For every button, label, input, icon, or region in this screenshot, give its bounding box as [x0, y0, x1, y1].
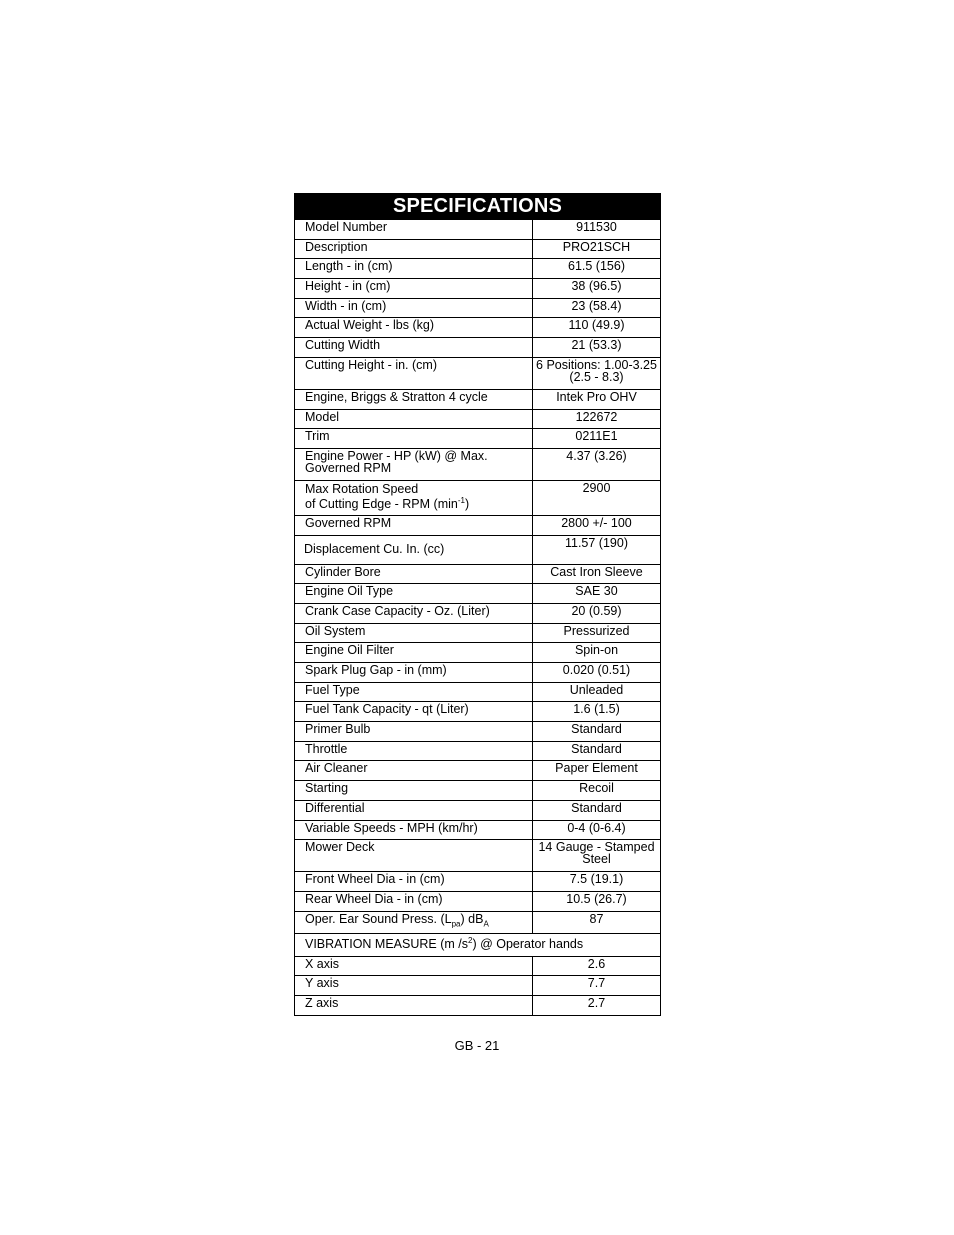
row-value: SAE 30	[533, 584, 661, 604]
label-pre: Oper. Ear Sound Press. (L	[305, 911, 452, 926]
row-value: 38 (96.5)	[533, 279, 661, 299]
table-row	[295, 409, 660, 429]
row-label: Differential	[295, 800, 533, 820]
label-line-1: Max Rotation Speed	[305, 481, 419, 496]
table-row	[295, 643, 660, 663]
label-line-1: Engine Power - HP (kW) @ Max.	[305, 448, 488, 463]
label-line-2-pre: of Cutting Edge - RPM (min	[305, 496, 458, 511]
table-row	[295, 761, 660, 781]
label-superscript: -1	[457, 495, 465, 505]
row-value: 87	[533, 911, 661, 933]
table-row	[295, 702, 660, 722]
table-row	[295, 564, 660, 584]
row-value: 23 (58.4)	[533, 298, 661, 318]
row-value: 4.37 (3.26)	[533, 448, 661, 480]
label-line-2: Governed RPM	[305, 460, 392, 475]
row-value: 0.020 (0.51)	[533, 663, 661, 683]
row-label: Throttle	[295, 741, 533, 761]
row-label: Z axis	[295, 995, 533, 1014]
row-value: 7.7	[533, 976, 661, 996]
row-label: Length - in (cm)	[295, 259, 533, 279]
row-label: Starting	[295, 781, 533, 801]
row-label: Model Number	[295, 220, 533, 240]
row-label: Primer Bulb	[295, 722, 533, 742]
row-label: Cutting Width	[295, 338, 533, 358]
table-row	[295, 318, 660, 338]
row-label: Air Cleaner	[295, 761, 533, 781]
table-row	[295, 448, 660, 480]
table-row	[295, 911, 660, 933]
table-row	[295, 623, 660, 643]
table-row	[295, 603, 660, 623]
row-label: Front Wheel Dia - in (cm)	[295, 872, 533, 892]
value-line-2: (2.5 - 8.3)	[569, 369, 624, 384]
row-value: Standard	[533, 800, 661, 820]
row-label: Cutting Height - in. (cm)	[295, 357, 533, 389]
row-value: Paper Element	[533, 761, 661, 781]
row-value: 2.6	[533, 956, 661, 976]
row-label: Cylinder Bore	[295, 564, 533, 584]
row-value: Unleaded	[533, 682, 661, 702]
table-row	[295, 239, 660, 259]
row-value: Standard	[533, 722, 661, 742]
row-label: Oil System	[295, 623, 533, 643]
value-line-1: 14 Gauge - Stamped	[538, 840, 655, 855]
vibration-heading-row	[295, 933, 660, 956]
row-value: 911530	[533, 220, 661, 240]
row-value: Recoil	[533, 781, 661, 801]
table-row	[295, 220, 660, 240]
row-value: 20 (0.59)	[533, 603, 661, 623]
row-value: 0211E1	[533, 429, 661, 449]
table-row	[295, 800, 660, 820]
table-row	[295, 891, 660, 911]
row-value	[533, 840, 661, 872]
row-value: 122672	[533, 409, 661, 429]
table-row	[295, 781, 660, 801]
row-label: Trim	[295, 429, 533, 449]
row-value: 7.5 (19.1)	[533, 872, 661, 892]
table-row	[295, 820, 660, 840]
vibration-heading	[295, 933, 660, 956]
row-label: Y axis	[295, 976, 533, 996]
table-row	[295, 298, 660, 318]
row-label	[295, 480, 533, 515]
vibration-heading-post: ) @ Operator hands	[472, 936, 584, 951]
table-row	[295, 429, 660, 449]
table-row	[295, 840, 660, 872]
table-row	[295, 976, 660, 996]
row-value: Intek Pro OHV	[533, 389, 661, 409]
row-label: Fuel Type	[295, 682, 533, 702]
table-row	[295, 389, 660, 409]
row-value: Cast Iron Sleeve	[533, 564, 661, 584]
row-value: 2800 +/- 100	[533, 515, 661, 535]
row-label: X axis	[295, 956, 533, 976]
row-label: Description	[295, 239, 533, 259]
row-value: 110 (49.9)	[533, 318, 661, 338]
row-value	[533, 357, 661, 389]
label-subscript: pa	[451, 919, 461, 929]
row-label: Spark Plug Gap - in (mm)	[295, 663, 533, 683]
table-row	[295, 682, 660, 702]
spec-grid	[295, 219, 660, 1015]
row-value: PRO21SCH	[533, 239, 661, 259]
row-label: Governed RPM	[295, 515, 533, 535]
table-row	[295, 956, 660, 976]
row-label: Engine Oil Filter	[295, 643, 533, 663]
label-mid: ) dB	[460, 911, 484, 926]
label-line-2-post: )	[464, 496, 470, 511]
table-row	[295, 515, 660, 535]
row-label: Fuel Tank Capacity - qt (Liter)	[295, 702, 533, 722]
table-row	[295, 279, 660, 299]
row-label: Model	[295, 409, 533, 429]
row-value: 1.6 (1.5)	[533, 702, 661, 722]
table-row	[295, 995, 660, 1014]
page-number: GB - 21	[454, 1038, 500, 1053]
row-label: Engine, Briggs & Stratton 4 cycle	[295, 389, 533, 409]
row-value: 11.57 (190)	[533, 535, 661, 564]
table-row	[295, 663, 660, 683]
row-value: 0-4 (0-6.4)	[533, 820, 661, 840]
table-row	[295, 480, 660, 515]
row-label: Mower Deck	[295, 840, 533, 872]
row-value: 2900	[533, 480, 661, 515]
row-label: Actual Weight - lbs (kg)	[295, 318, 533, 338]
table-row	[295, 535, 660, 564]
row-value: 2.7	[533, 995, 661, 1014]
row-label: Engine Oil Type	[295, 584, 533, 604]
table-row	[295, 357, 660, 389]
label-subscript: A	[483, 919, 489, 929]
table-row	[295, 872, 660, 892]
value-line-1: 6 Positions: 1.00-3.25	[536, 357, 657, 372]
table-row	[295, 584, 660, 604]
row-label: Rear Wheel Dia - in (cm)	[295, 891, 533, 911]
row-label: Crank Case Capacity - Oz. (Liter)	[295, 603, 533, 623]
table-row	[295, 741, 660, 761]
row-label	[295, 448, 533, 480]
table-row	[295, 722, 660, 742]
row-value: Spin-on	[533, 643, 661, 663]
row-label	[295, 911, 533, 933]
table-title: SPECIFICATIONS	[295, 194, 660, 219]
row-label: Width - in (cm)	[295, 298, 533, 318]
specifications-table	[294, 193, 661, 1016]
row-value: Standard	[533, 741, 661, 761]
row-value: 21 (53.3)	[533, 338, 661, 358]
row-label: Height - in (cm)	[295, 279, 533, 299]
row-label: Displacement Cu. In. (cc)	[295, 535, 533, 564]
value-line-2: Steel	[582, 852, 611, 867]
vibration-heading-pre: VIBRATION MEASURE (m /s	[305, 936, 468, 951]
row-value: 61.5 (156)	[533, 259, 661, 279]
row-value: Pressurized	[533, 623, 661, 643]
table-row	[295, 259, 660, 279]
row-label: Variable Speeds - MPH (km/hr)	[295, 820, 533, 840]
table-row	[295, 338, 660, 358]
vibration-heading-superscript: 2	[467, 935, 473, 945]
row-value: 10.5 (26.7)	[533, 891, 661, 911]
